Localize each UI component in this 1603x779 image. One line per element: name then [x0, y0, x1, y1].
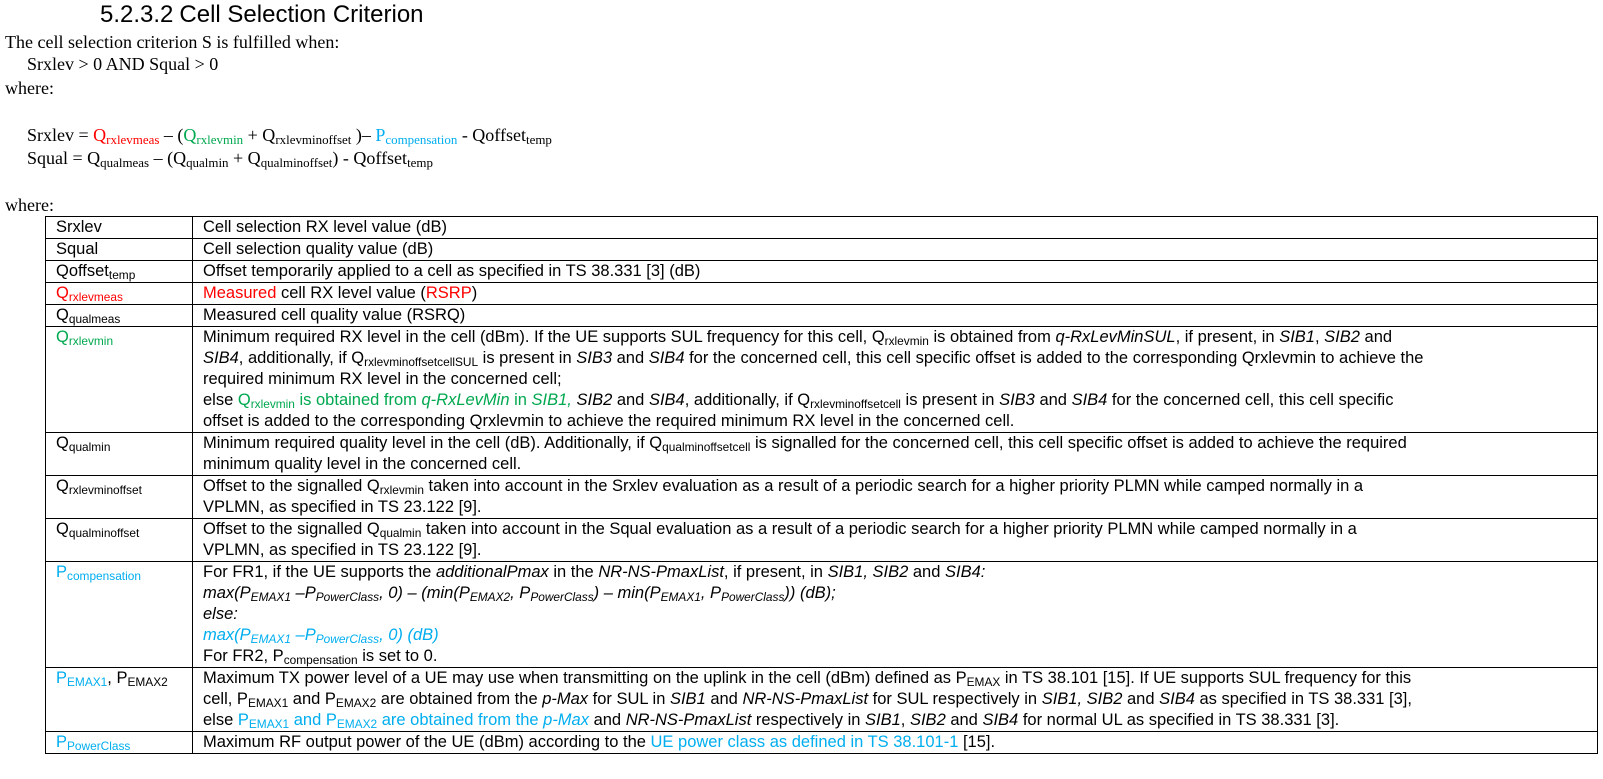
definition-sub: EMAX1: [250, 589, 291, 604]
definition-sub: rxlevminoffsetcell: [810, 396, 901, 411]
definition-text: and: [588, 711, 626, 729]
definition-italic: SIB3: [999, 391, 1035, 409]
definition-text: –P: [290, 626, 316, 644]
term-cell: [46, 305, 193, 327]
term-sub: qualminoffset: [68, 525, 140, 540]
formula-sub: rxlevminoffset: [275, 132, 352, 148]
definition-italic: SIB4:: [944, 563, 986, 581]
definition-line: VPLMN, as specified in TS 23.122 [9].: [203, 498, 482, 516]
definition-text: cell, P: [203, 690, 248, 708]
definition-italic: SIB1: [669, 690, 706, 708]
definition-text: in TS 38.101 [15]. If UE supports SUL frequency for this: [1000, 669, 1412, 687]
definition-text: and: [612, 349, 649, 367]
definition-sub: rxlevmin: [379, 482, 424, 497]
definition-text: and: [945, 711, 983, 729]
formula-text: P: [375, 125, 386, 145]
definition-text: for the concerned cell, this cell specific offset is added to the corresponding Qrxlevmin to achieve the: [684, 349, 1424, 367]
definition-line: [203, 710, 1587, 731]
definition-sub: PowerClass: [530, 589, 594, 604]
term-cell: [46, 217, 193, 239]
definition-text: Offset to the signalled Q: [203, 520, 380, 538]
term-sub: EMAX1: [67, 674, 108, 689]
definition-cell: [193, 562, 1598, 668]
definition-text: , P: [700, 584, 722, 602]
definition-italic: SIB4: [203, 349, 239, 367]
term-highlight: [56, 669, 107, 687]
definition-text: are obtained from the: [377, 711, 544, 729]
definition-sub: EMAX1: [248, 716, 290, 731]
term-sub: PowerClass: [67, 738, 131, 753]
definition-cell: [193, 668, 1598, 732]
definition-text: RSRP: [425, 284, 472, 302]
definition-text: Measured: [203, 284, 277, 302]
formula-sub: temp: [525, 132, 552, 148]
definition-cell: [193, 519, 1598, 562]
definition-text: Maximum RF output power of the UE (dBm) according to the: [203, 733, 651, 751]
definition-line: [203, 668, 1587, 689]
definition-highlight: [238, 391, 572, 409]
definition-italic: NR-NS-PmaxList: [742, 690, 869, 708]
definition-italic: SIB1: [1279, 328, 1315, 346]
definition-sub: EMAX1: [247, 695, 289, 710]
formula-text: + Q: [243, 125, 276, 145]
term-sub: qualmin: [68, 439, 111, 454]
definition-text: is obtained from: [294, 391, 422, 409]
formula-sub: temp: [407, 155, 433, 171]
definition-text: for SUL in: [588, 690, 670, 708]
definition-text: P: [237, 711, 249, 729]
term-cell: [46, 732, 193, 754]
definition-italic: SIB4: [1159, 690, 1195, 708]
definition-text: , if present, in: [1175, 328, 1280, 346]
definition-cell: [193, 239, 1598, 261]
definition-sub: PowerClass: [721, 589, 785, 604]
definition-text: taken into account in the Srxlev evaluation as a result of a periodic search for a higher priority PLMN while camped normally in a: [423, 477, 1364, 495]
formula-sub: compensation: [385, 132, 458, 148]
definition-text: and: [1122, 690, 1160, 708]
term-text: Q: [56, 434, 69, 452]
term-cell: [46, 261, 193, 283]
formula-text: Q: [93, 125, 107, 145]
table-row: [46, 217, 1598, 239]
table-row: [46, 327, 1598, 433]
definition-sub: rxlevmin: [884, 333, 929, 348]
definition-text: is present in: [900, 391, 1000, 409]
formula-text: – (: [159, 125, 184, 145]
section-heading: [100, 0, 424, 30]
formula-term-pcompensation: [375, 125, 458, 148]
term-cell: [46, 327, 193, 433]
formula-text: – (Q: [149, 148, 187, 168]
definition-sub: EMAX1: [660, 589, 701, 604]
definition-text: Cell selection quality value (dB): [203, 240, 434, 258]
definition-italic: SIB2: [1324, 328, 1360, 346]
formula-text: )–: [351, 125, 376, 145]
definition-italic: SIB4: [1071, 391, 1108, 409]
formula-srxlev: [27, 124, 552, 146]
formula-term-qrxlevmeas: [93, 125, 160, 148]
definition-text: are obtained from the: [376, 690, 543, 708]
definition-text: ): [471, 284, 478, 302]
definition-cell: [193, 327, 1598, 433]
definition-text: Offset temporarily applied to a cell as specified in TS 38.331 [3] (dB): [203, 262, 701, 280]
condition-text: Srxlev > 0 AND Squal > 0: [27, 54, 219, 74]
definition-text: Q: [237, 391, 251, 409]
definition-italic: SIB1, SIB2: [827, 563, 909, 581]
table-row: [46, 668, 1598, 732]
table-row: [46, 239, 1598, 261]
definition-text: , additionally, if Q: [684, 391, 811, 409]
definition-italic: q-RxLevMin: [421, 391, 510, 409]
definition-line: [203, 476, 1587, 497]
definition-text: and: [908, 563, 945, 581]
definition-text: and P: [288, 690, 336, 708]
definition-text: and: [612, 391, 649, 409]
definition-text: [15].: [958, 733, 996, 751]
definition-line: [203, 689, 1587, 710]
definition-line: [203, 646, 1587, 667]
definition-text: Cell selection RX level value (dB): [203, 218, 447, 236]
table-row: [46, 283, 1598, 305]
definition-cell: [193, 261, 1598, 283]
definition-highlight: UE power class as defined in TS 38.101-1: [650, 733, 959, 751]
definition-text: max(P: [203, 584, 251, 602]
definition-text: cell RX level value (: [276, 284, 426, 302]
term-text: Srxlev: [56, 218, 102, 236]
definition-line: offset is added to the corresponding Qrxlevmin to achieve the required minimum RX level in the concerned cell.: [203, 412, 1015, 430]
definition-text: Offset to the signalled Q: [203, 477, 380, 495]
term-text: , P: [107, 669, 128, 687]
definition-text: For FR1, if the UE supports the: [203, 563, 436, 581]
formula-term-qrxlevmin: [183, 125, 244, 148]
formula-sub: qualminoffset: [260, 155, 333, 171]
where-label-2: where:: [5, 195, 54, 215]
term-text: Q: [56, 477, 69, 495]
table-row: [46, 305, 1598, 327]
definition-text: for normal UL as specified in TS 38.331 [3].: [1018, 711, 1340, 729]
formula-text: ) - Qoffset: [332, 148, 408, 168]
term-cell: [46, 668, 193, 732]
definition-text: and: [705, 690, 743, 708]
term-sub: temp: [108, 267, 136, 282]
where-label-1: where:: [5, 78, 54, 98]
definition-text: in the: [548, 563, 599, 581]
definition-text: respectively in: [751, 711, 866, 729]
definition-sub: EMAX2: [335, 695, 377, 710]
term-sub: qualmeas: [68, 311, 121, 326]
term-text: P: [56, 669, 68, 687]
definition-text: Maximum TX power level of a UE may use when transmitting on the uplink in the cell (dBm) defined as P: [203, 669, 967, 687]
definition-italic: NR-NS-PmaxList: [598, 563, 724, 581]
definition-cell: [193, 283, 1598, 305]
definition-sub: qualmin: [379, 525, 422, 540]
table-row: [46, 732, 1598, 754]
definition-text: and: [1034, 391, 1072, 409]
definition-text: max(P: [203, 626, 251, 644]
term-text: P: [56, 563, 68, 581]
definition-text: is signalled for the concerned cell, this cell specific offset is added to achieve the required: [750, 434, 1407, 452]
definition-line: else:: [203, 605, 238, 623]
formula-text: Q: [183, 125, 197, 145]
definition-italic: p-Max: [542, 690, 589, 708]
definition-italic: SIB4: [982, 711, 1019, 729]
definition-text: in: [509, 391, 532, 409]
definition-line: [203, 562, 1587, 583]
term-text: P: [56, 733, 68, 751]
definition-sub: EMAX2: [336, 716, 378, 731]
definition-text: for the concerned cell, this cell specific: [1107, 391, 1394, 409]
formula-squal: [27, 147, 433, 169]
term-text: Q: [56, 328, 69, 346]
definition-italic: p-Max: [543, 711, 589, 729]
formula-text: Srxlev =: [27, 125, 94, 145]
definition-sub: rxlevminoffsetcellSUL: [364, 354, 479, 369]
definition-italic: SIB2: [571, 391, 613, 409]
definition-text: )) (dB);: [784, 584, 836, 602]
table-row: [46, 519, 1598, 562]
definition-text: , P: [510, 584, 531, 602]
table-row: [46, 261, 1598, 283]
definition-line: [203, 625, 1587, 646]
definition-text: , 0) – (min(P: [379, 584, 470, 602]
definition-text: and: [1359, 328, 1393, 346]
definition-text: as specified in TS 38.331 [3],: [1194, 690, 1412, 708]
definition-cell: [193, 732, 1598, 754]
table-row: [46, 476, 1598, 519]
term-text: Q: [56, 306, 69, 324]
definitions-table: [45, 216, 1598, 754]
term-cell: [46, 519, 193, 562]
definition-italic: SIB4: [648, 391, 685, 409]
definition-italic: SIB1, SIB2: [1041, 690, 1123, 708]
definition-cell: [193, 476, 1598, 519]
definition-italic: SIB1: [865, 711, 901, 729]
definition-italic: SIB4: [648, 349, 685, 367]
definition-text: , if present, in: [723, 563, 828, 581]
definition-text: ) – min(P: [593, 584, 661, 602]
definition-line: [203, 327, 1587, 348]
formula-text: Squal = Q: [27, 148, 101, 168]
table-row: [46, 562, 1598, 668]
definition-text: Measured cell quality value (RSRQ): [203, 306, 466, 324]
definition-text: is set to 0.: [357, 647, 438, 665]
intro-text: The cell selection criterion S is fulfilled when:: [5, 32, 340, 52]
term-text: Qoffset: [56, 262, 109, 280]
term-cell: [46, 562, 193, 668]
term-cell: [46, 239, 193, 261]
definition-sub: compensation: [283, 652, 358, 667]
definition-italic: SIB1,: [531, 391, 572, 409]
term-cell: [46, 476, 193, 519]
definition-sub: qualminoffsetcell: [662, 439, 751, 454]
definition-text: Minimum required RX level in the cell (dBm). If the UE supports SUL frequency for this cell, Q: [203, 328, 885, 346]
term-text: Squal: [56, 240, 99, 258]
definition-text: –P: [290, 584, 316, 602]
formula-sub: rxlevmeas: [106, 132, 160, 148]
definition-highlight: [238, 711, 589, 729]
formula-sub: qualmin: [186, 155, 229, 171]
term-sub: EMAX2: [127, 674, 168, 689]
definition-italic: NR-NS-PmaxList: [625, 711, 752, 729]
formula-sub: qualmeas: [100, 155, 150, 171]
formula-sub: rxlevmin: [196, 132, 244, 148]
term-text: Q: [56, 284, 69, 302]
table-row: [46, 433, 1598, 476]
term-cell: [46, 283, 193, 305]
definition-line: VPLMN, as specified in TS 23.122 [9].: [203, 541, 482, 559]
definition-text: for SUL respectively in: [868, 690, 1042, 708]
definition-sub: PowerClass: [315, 589, 380, 604]
formula-text: + Q: [228, 148, 261, 168]
definition-cell: [193, 305, 1598, 327]
definition-text: taken into account in the Squal evaluation as a result of a periodic search for a higher priority PLMN while camped normally in a: [421, 520, 1357, 538]
definition-italic: SIB3: [576, 349, 613, 367]
definition-sub: EMAX: [966, 674, 1001, 689]
definition-cell: [193, 217, 1598, 239]
term-cell: [46, 433, 193, 476]
definition-italic: q-RxLevMinSUL: [1055, 328, 1176, 346]
definition-text: ,: [900, 711, 910, 729]
definition-text: , 0) (dB): [379, 626, 439, 644]
term-sub: compensation: [67, 568, 141, 583]
definition-line: minimum quality level in the concerned cell.: [203, 455, 522, 473]
term-sub: rxlevmeas: [68, 289, 123, 304]
term-sub: rxlevmin: [68, 333, 114, 348]
definition-sub: EMAX1: [250, 631, 291, 646]
definition-text: For FR2, P: [203, 647, 284, 665]
definition-text: and P: [289, 711, 337, 729]
definition-text: ,: [1314, 328, 1325, 346]
definition-italic: additionalPmax: [435, 563, 549, 581]
definition-line: [203, 583, 1587, 604]
section-number: 5.2.3.2: [100, 1, 174, 28]
definition-text: is present in: [478, 349, 577, 367]
definition-line: [203, 390, 1587, 411]
definition-text: else: [203, 391, 238, 409]
definition-text: , additionally, if Q: [238, 349, 365, 367]
definition-text: Minimum required quality level in the cell (dB). Additionally, if Q: [203, 434, 663, 452]
definition-sub: rxlevmin: [250, 396, 295, 411]
definition-line: [203, 348, 1587, 369]
section-title: Cell Selection Criterion: [179, 1, 424, 28]
definition-line: [203, 519, 1587, 540]
definition-cell: [193, 433, 1598, 476]
definition-sub: PowerClass: [315, 631, 380, 646]
term-sub: rxlevminoffset: [68, 482, 142, 497]
definition-text: else: [203, 711, 238, 729]
term-text: Q: [56, 520, 69, 538]
definition-line: required minimum RX level in the concerned cell;: [203, 370, 562, 388]
definition-sub: EMAX2: [469, 589, 511, 604]
definition-italic: SIB2: [909, 711, 946, 729]
formula-text: - Qoffset: [457, 125, 526, 145]
definition-text: is obtained from: [928, 328, 1056, 346]
definition-line: [203, 433, 1587, 454]
